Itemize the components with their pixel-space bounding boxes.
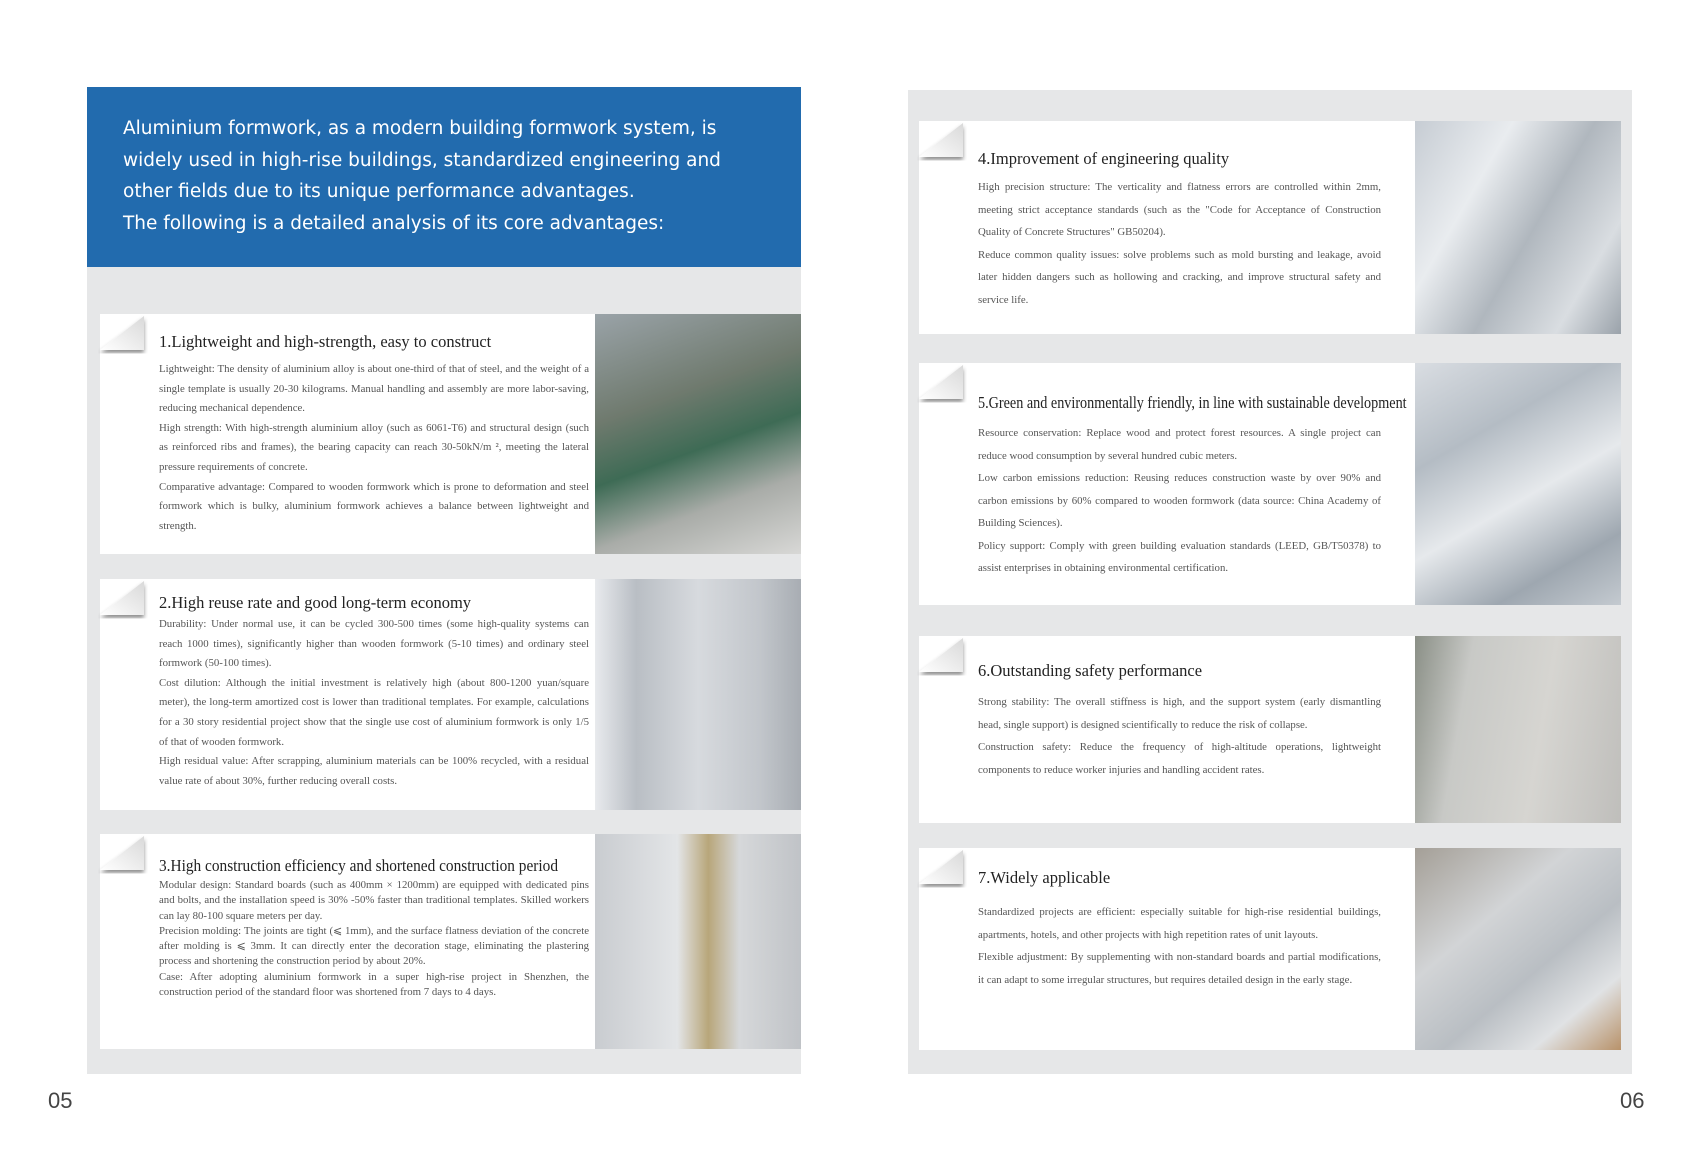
construction-site-towers-photo (595, 314, 801, 554)
section-body (978, 691, 1381, 781)
section-paragraph: Modular design: Standard boards (such as 400mm × 1200mm) are equipped with dedicated pins and bolts, and the installation speed is 30% -50% faster than traditional templates. Skilled workers can lay 80-100 square meters per day. (159, 879, 589, 922)
section-paragraph: Precision molding: The joints are tight (⩽ 1mm), and the surface flatness deviation of the concrete after molding is ⩽ 3mm. It can directly enter the decoration stage, eliminating the plastering process and shortening the construction period by about 20%. (159, 924, 589, 968)
section-paragraph: Low carbon emissions reduction: Reusing reduces construction waste by over 90% and carbon emissions by 60% compared to wooden formwork (data source: China Academy of Building Sciences). (978, 472, 1381, 529)
section-paragraph: Cost dilution: Although the initial investment is relatively high (about 800-1200 yuan/square meter), the long-term amortized cost is lower than traditional templates. For example, calculations for a 30 story residential project show that the single use cost of aluminium formwork is only 1/5 of that of wooden formwork. (159, 676, 589, 748)
section-paragraph: Comparative advantage: Compared to wooden formwork which is prone to deformation and steel formwork which is bulky, aluminium formwork achieves a balance between lightweight and strength. (159, 480, 589, 532)
intro-subtext: The following is a detailed analysis of its core advantages: (123, 212, 665, 234)
section-title: 2.High reuse rate and good long-term economy (159, 593, 472, 612)
page-curl-icon (98, 314, 148, 354)
section-paragraph: Durability: Under normal use, it can be cycled 300-500 times (some high-quality systems can reach 1000 times), significantly higher than wooden formwork (5-10 times) and ordinary steel formwork (50-100 times). (159, 618, 589, 670)
stacked-aluminium-panels-photo (1415, 363, 1621, 605)
section-paragraph: Policy support: Comply with green building evaluation standards (LEED, GB/T50378) to assist enterprises in obtaining environmental certification. (978, 539, 1381, 574)
page-curl-icon (917, 121, 967, 161)
section-body (978, 901, 1381, 991)
section-title: 6.Outstanding safety performance (978, 661, 1203, 680)
section-paragraph: Standardized projects are efficient: especially suitable for high-rise residential buildings, apartments, hotels, and other projects with high repetition rates of unit layouts. (978, 906, 1381, 941)
section-body (159, 615, 589, 791)
section-paragraph: Lightweight: The density of aluminium alloy is about one-third of that of steel, and the weight of a single template is usually 20-30 kilograms. Manual handling and assembly are more labor-saving, reducing mechanical dependence. (159, 363, 589, 415)
section-paragraph: Construction safety: Reduce the frequency of high-altitude operations, lightweight components to reduce worker injuries and handling accident rates. (978, 741, 1381, 776)
section-title: 5.Green and environmentally friendly, in line with sustainable development (978, 393, 1407, 412)
advantage-card (919, 636, 1621, 823)
section-paragraph: Flexible adjustment: By supplementing with non-standard boards and partial modifications, it can adapt to some irregular structures, but requires detailed design in the early stage. (978, 951, 1381, 986)
advantage-card (919, 121, 1621, 334)
advantage-card (100, 579, 801, 810)
concrete-wall-formwork-photo (1415, 636, 1621, 823)
page-curl-icon (917, 363, 967, 403)
advantage-card (919, 848, 1621, 1050)
section-body (978, 176, 1381, 311)
advantage-card (100, 314, 801, 554)
page-number-right: 06 (1620, 1088, 1645, 1113)
page-curl-icon (98, 834, 148, 874)
section-title: 1.Lightweight and high-strength, easy to construct (159, 332, 492, 351)
section-title: 3.High construction efficiency and shortened construction period (159, 856, 559, 875)
section-title: 7.Widely applicable (978, 868, 1111, 887)
formwork-interior-red-props-photo (1415, 121, 1621, 334)
advantage-card (919, 363, 1621, 605)
section-paragraph: High precision structure: The verticality and flatness errors are controlled within 2mm, meeting strict acceptance standards (such as the "Code for Acceptance of Construction Quality of Concrete Structures" GB50204). (978, 181, 1381, 238)
section-body (159, 878, 589, 1000)
advantage-card (100, 834, 801, 1049)
section-title: 4.Improvement of engineering quality (978, 149, 1230, 168)
workers-with-panels-yard-photo (1415, 848, 1621, 1050)
section-paragraph: Reduce common quality issues: solve problems such as mold bursting and leakage, avoid later hidden dangers such as hollowing and cracking, and improve structural safety and service life. (978, 248, 1381, 306)
section-body (978, 422, 1381, 580)
intro-text: Aluminium formwork, as a modern building formwork system, is widely used in high-rise buildings, standardized engineering and other fields due to its unique performance advantages. (123, 118, 721, 202)
section-body (159, 360, 589, 536)
section-paragraph: Resource conservation: Replace wood and protect forest resources. A single project can reduce wood consumption by several hundred cubic meters. (978, 427, 1381, 462)
section-paragraph: High strength: With high-strength aluminium alloy (such as 6061-T6) and structural design (such as reinforced ribs and frames), the bearing capacity can reach 30-50kN/m ², meeting the lateral pressure requirements of concrete. (159, 421, 589, 473)
section-paragraph: Case: After adopting aluminium formwork in a super high-rise project in Shenzhen, the construction period of the standard floor was shortened from 7 days to 4 days. (159, 970, 589, 999)
page-curl-icon (917, 848, 967, 888)
aluminium-panel-wall-photo (595, 579, 801, 810)
intro-banner (87, 87, 801, 267)
page-number-left: 05 (48, 1088, 73, 1113)
workers-installing-formwork-photo (595, 834, 801, 1049)
page-curl-icon (917, 636, 967, 676)
section-paragraph: High residual value: After scrapping, aluminium materials can be 100% recycled, with a residual value rate of about 30%, further reducing overall costs. (159, 755, 589, 787)
section-paragraph: Strong stability: The overall stiffness is high, and the support system (early dismantling head, single support) is designed scientifically to reduce the risk of collapse. (978, 696, 1381, 731)
page-curl-icon (98, 579, 148, 619)
